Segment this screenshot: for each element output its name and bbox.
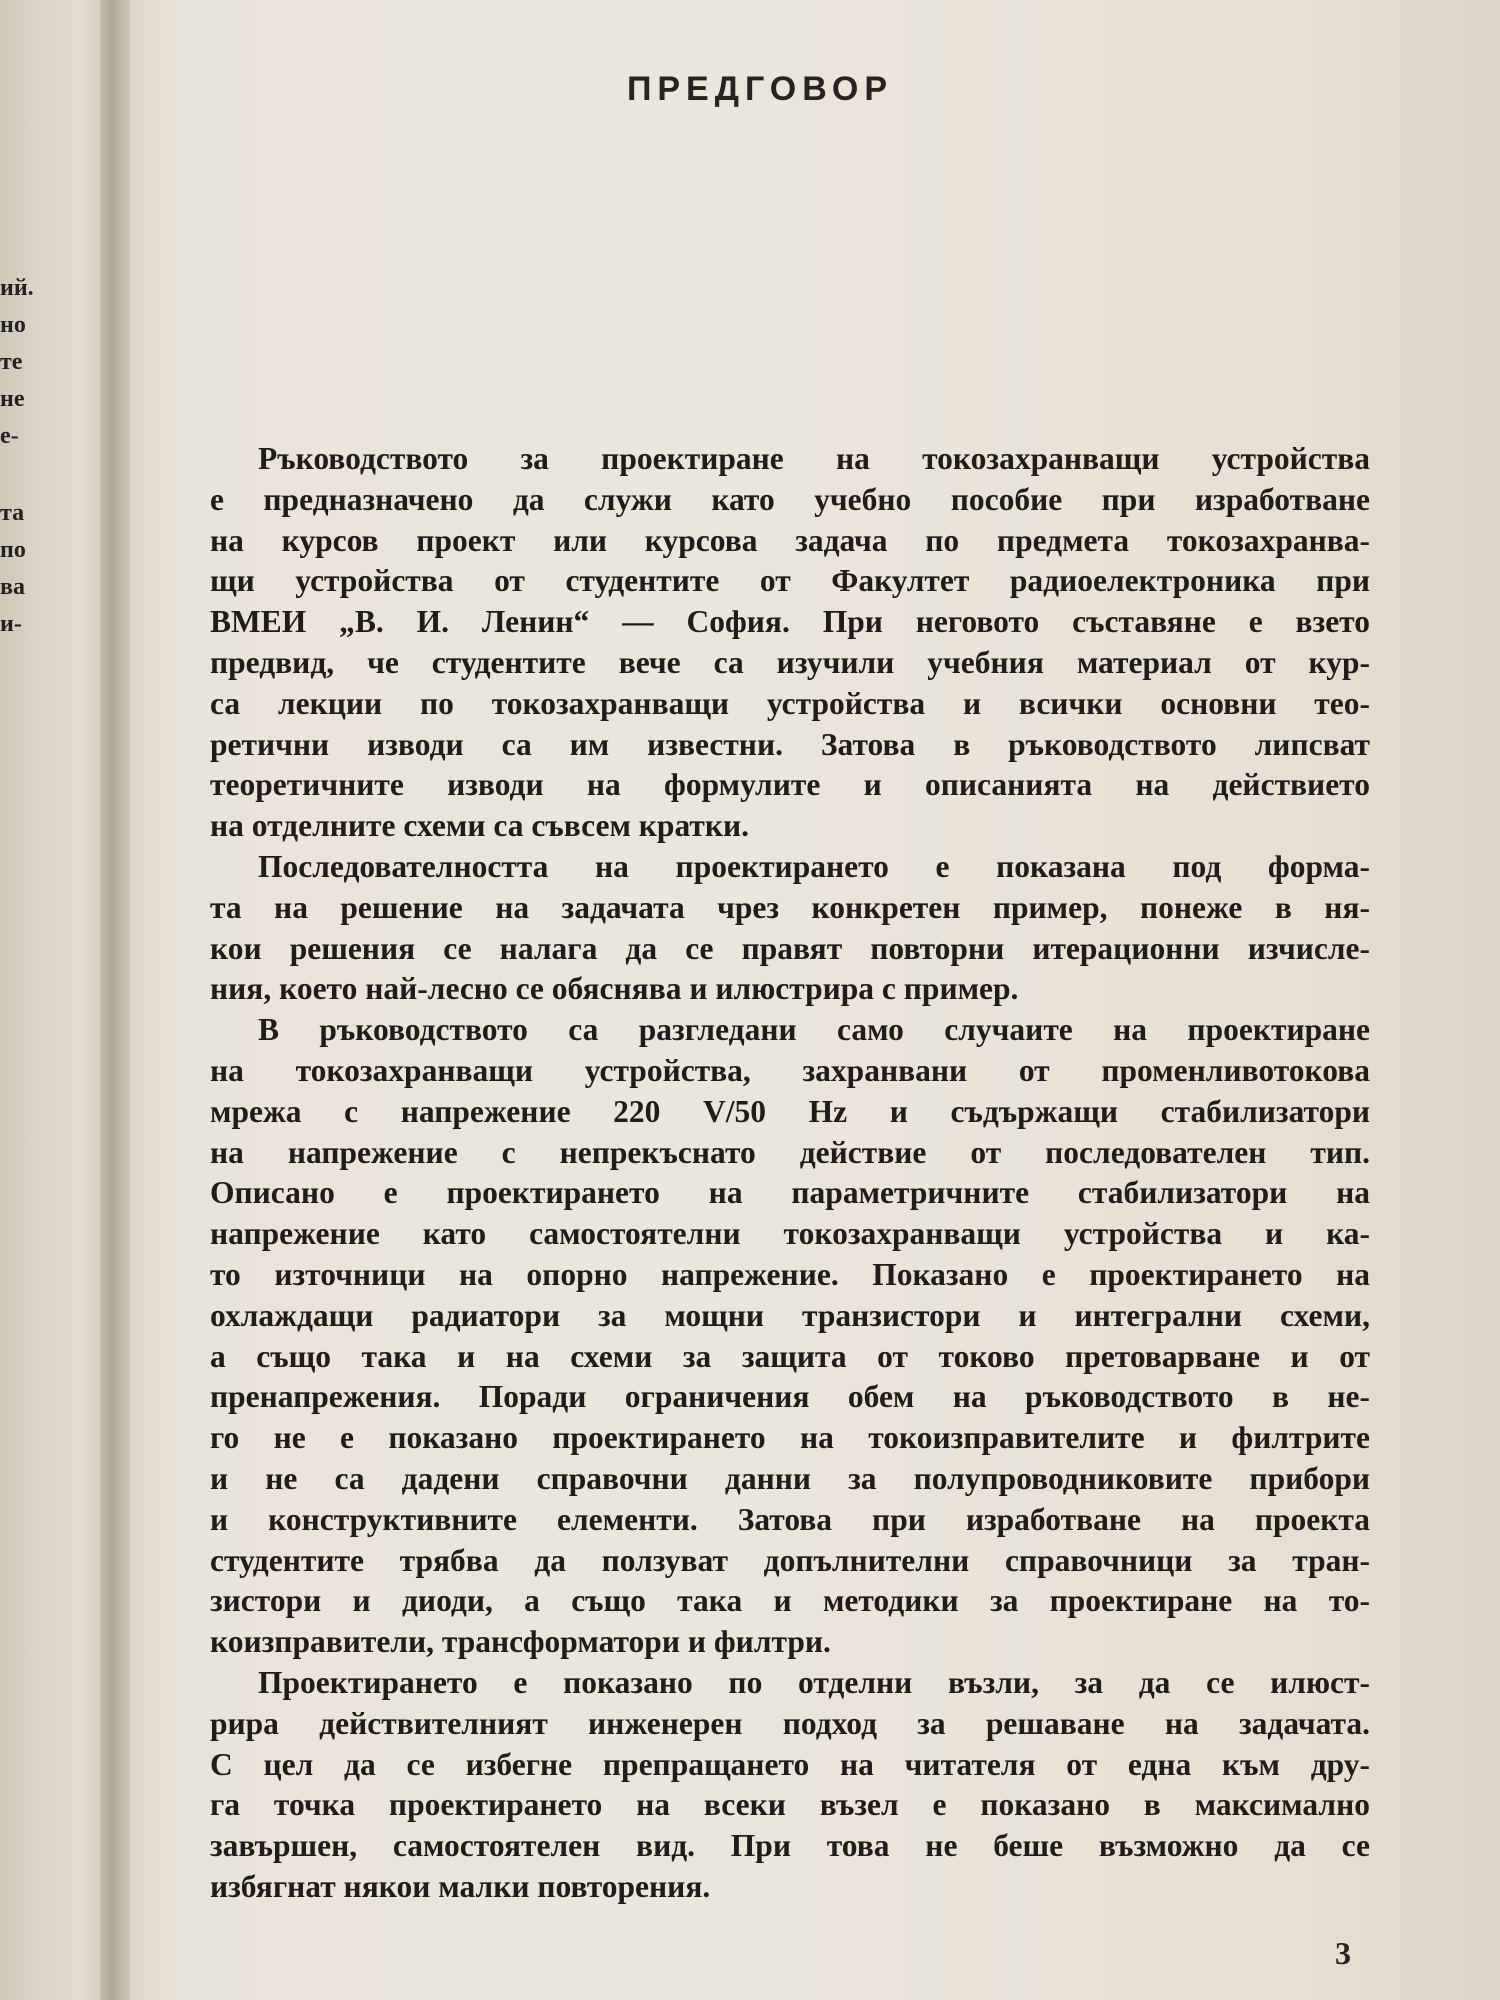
paragraph bbox=[210, 847, 1370, 1010]
left-fragment: не bbox=[0, 386, 25, 412]
page-body bbox=[210, 439, 1370, 1908]
text-line: рира действителният инженерен подход за решаване на задачата. bbox=[210, 1705, 1370, 1741]
text-line: на курсов проект или курсова задача по предмета токозахранва- bbox=[210, 522, 1370, 558]
page-title: ПРЕДГОВОР bbox=[626, 70, 894, 108]
text-line: зистори и диоди, а също така и методики за проектиране на то- bbox=[210, 1583, 1370, 1619]
text-line: студентите трябва да ползуват допълнителни справочници за тран- bbox=[210, 1542, 1370, 1578]
left-fragment: е- bbox=[0, 423, 19, 449]
left-fragment: те bbox=[0, 349, 23, 375]
text-line: Ръководството за проектиране на токозахранващи устройства bbox=[258, 441, 1370, 476]
text-line: В ръководството са разгледани само случаите на проектиране bbox=[258, 1012, 1370, 1048]
text-line: то източници на опорно напрежение. Показано е проектирането на bbox=[210, 1256, 1370, 1292]
text-line: е предназначено да служи като учебно пособие при изработване bbox=[210, 481, 1370, 517]
left-fragment: та bbox=[0, 500, 25, 526]
text-line: коизправители, трансформатори и филтри. bbox=[210, 1624, 831, 1660]
text-line: пренапрежения. Поради ограничения обем на ръководството в не- bbox=[210, 1379, 1370, 1415]
text-line: охлаждащи радиатори за мощни транзистори и интегрални схеми, bbox=[210, 1297, 1370, 1333]
text-line: на напрежение с непрекъснато действие от последователен тип. bbox=[210, 1134, 1370, 1170]
left-fragment: ва bbox=[0, 574, 25, 600]
text-line: га точка проектирането на всеки възел е показано в максимално bbox=[210, 1787, 1370, 1823]
paragraph bbox=[210, 1663, 1370, 1908]
left-fragment: и- bbox=[0, 611, 22, 637]
paragraph bbox=[210, 439, 1370, 847]
text-line: на токозахранващи устройства, захранвани от променливотокова bbox=[210, 1052, 1370, 1088]
text-line: са лекции по токозахранващи устройства и всички основни тео- bbox=[210, 685, 1370, 721]
text-line: кои решения се налага да се правят повторни итерационни изчисле- bbox=[210, 930, 1370, 966]
text-line: щи устройства от студентите от Факултет радиоелектроника при bbox=[210, 563, 1370, 599]
text-line: и конструктивните елементи. Затова при изработване на проекта bbox=[210, 1501, 1370, 1537]
text-line: напрежение като самостоятелни токозахранващи устройства и ка- bbox=[210, 1216, 1370, 1252]
left-page-fragments-top bbox=[0, 270, 40, 455]
page-number: 3 bbox=[1335, 1935, 1351, 1971]
text-line: С цел да се избегне препращането на читателя от една към дру- bbox=[210, 1746, 1370, 1782]
left-page-fragments-bottom bbox=[0, 495, 40, 643]
paragraph bbox=[210, 1010, 1370, 1663]
left-fragment: ий. bbox=[0, 275, 34, 301]
text-line: теоретичните изводи на формулите и описанията на действието bbox=[210, 767, 1370, 803]
text-line: а също така и на схеми за защита от токово претоварване и от bbox=[210, 1338, 1370, 1374]
text-line: го не е показано проектирането на токоизправителите и филтрите bbox=[210, 1420, 1370, 1456]
left-fragment: по bbox=[0, 537, 26, 563]
left-page-edge bbox=[0, 0, 100, 2000]
text-line: избягнат някои малки повторения. bbox=[210, 1868, 711, 1904]
text-line: Последователността на проектирането е показана под форма- bbox=[258, 848, 1370, 884]
text-line: Проектирането е показано по отделни възли, за да се илюст- bbox=[258, 1664, 1370, 1700]
text-line: завършен, самостоятелен вид. При това не беше възможно да се bbox=[210, 1828, 1370, 1864]
text-line: та на решение на задачата чрез конкретен пример, понеже в ня- bbox=[210, 889, 1370, 925]
text-line: ния, което най-лесно се обяснява и илюстрира с пример. bbox=[210, 971, 1019, 1007]
right-page bbox=[210, 70, 1380, 1908]
text-line: ВМЕИ „В. И. Ленин“ — София. При неговото съставяне е взето bbox=[210, 604, 1370, 640]
text-line: мрежа с напрежение 220 V/50 Hz и съдържащи стабилизатори bbox=[210, 1093, 1370, 1129]
text-line: ретични изводи са им известни. Затова в ръководството липсват bbox=[210, 726, 1370, 762]
left-fragment: но bbox=[0, 312, 26, 338]
text-line: и не са дадени справочни данни за полупроводниковите прибори bbox=[210, 1460, 1370, 1496]
text-line: предвид, че студентите вече са изучили учебния материал от кур- bbox=[210, 644, 1370, 680]
book-gutter bbox=[100, 0, 130, 2000]
text-line: Описано е проектирането на параметричните стабилизатори на bbox=[210, 1175, 1370, 1211]
text-line: на отделните схеми са съвсем кратки. bbox=[210, 808, 750, 844]
